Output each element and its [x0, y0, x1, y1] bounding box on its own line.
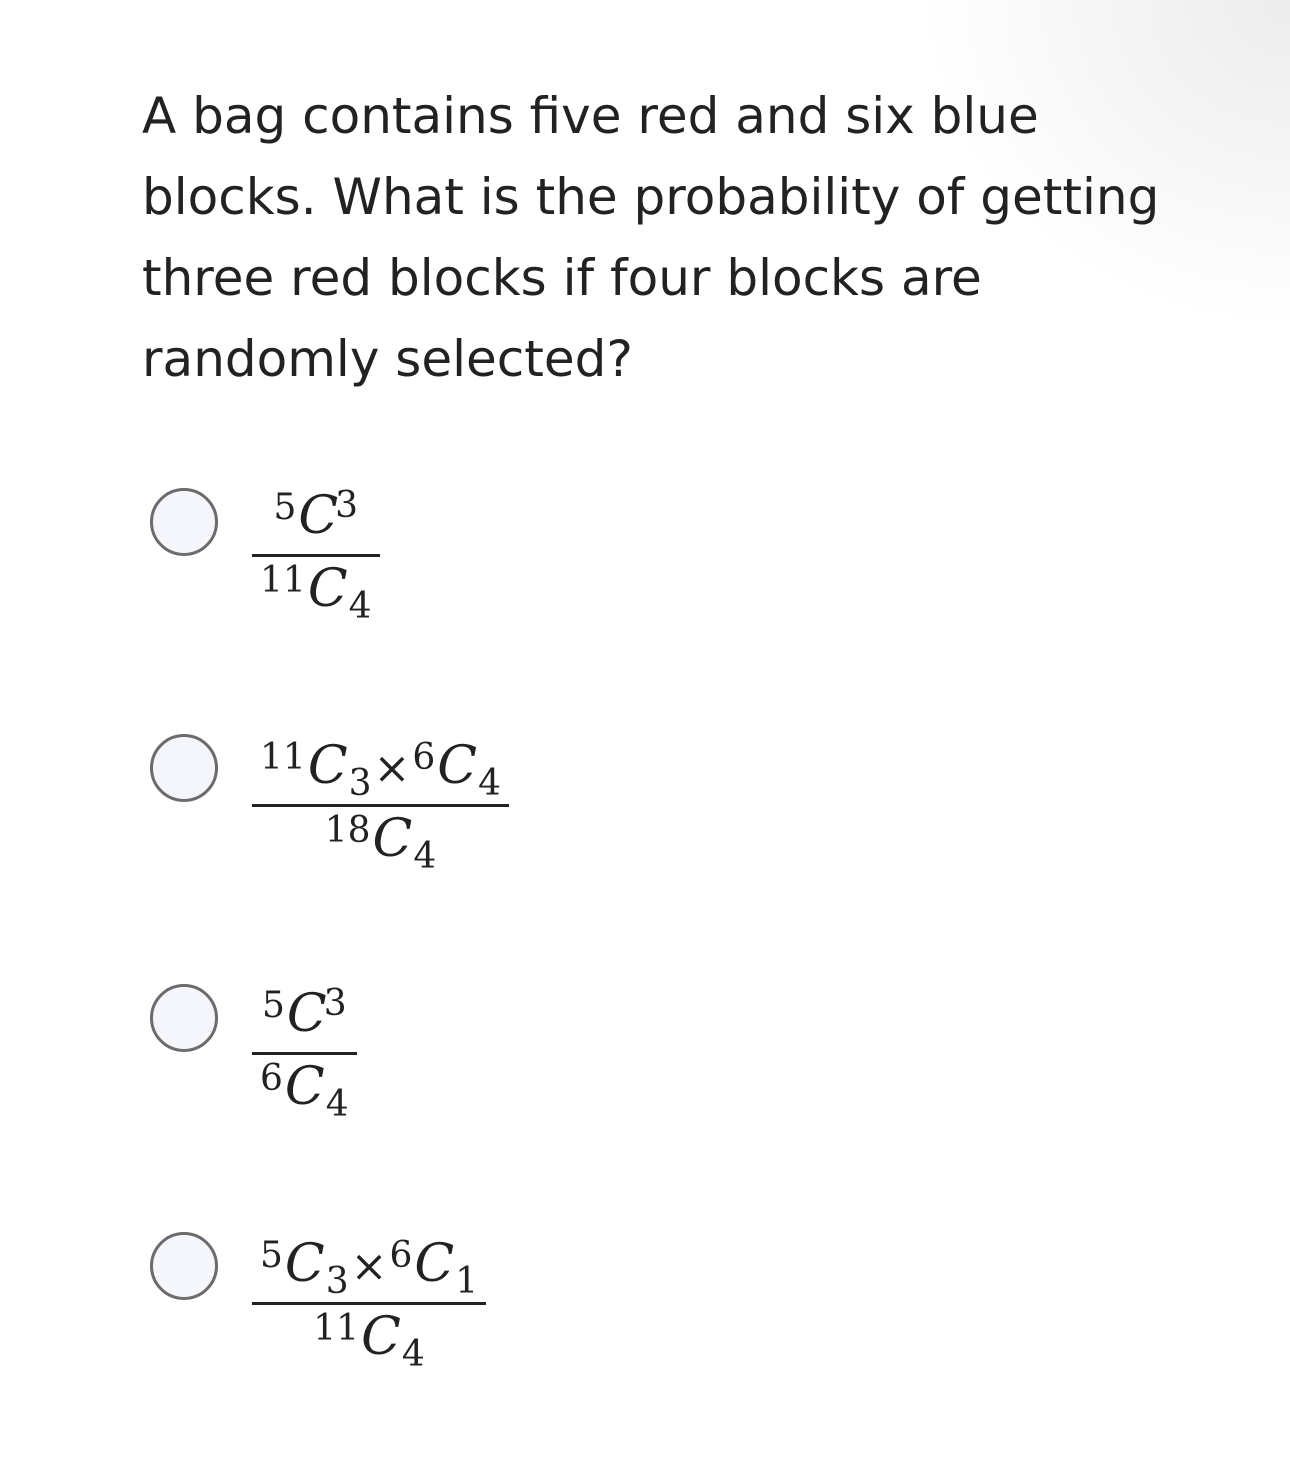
- combination-term: [273, 484, 358, 554]
- term-prefix: 5: [262, 985, 285, 1026]
- combination-term: [260, 734, 372, 804]
- radio-button[interactable]: [150, 734, 218, 802]
- combination-term: [313, 1305, 425, 1375]
- term-superscript: 3: [335, 485, 359, 526]
- term-letter: C: [372, 809, 413, 869]
- term-prefix: 5: [273, 487, 297, 528]
- term-letter: C: [307, 559, 348, 619]
- question-text: A bag contains five red and six blue blocks. What is the probability of getting three red blocks if four blocks are randomly selected?: [142, 87, 1160, 388]
- fraction-numerator: [252, 734, 509, 804]
- term-letter: C: [437, 736, 478, 796]
- term-subscript: 3: [348, 763, 372, 804]
- fraction: [252, 1232, 486, 1375]
- term-subscript: 4: [413, 836, 437, 877]
- term-prefix: 6: [260, 1058, 283, 1099]
- term-letter: C: [298, 486, 339, 546]
- term-prefix: 18: [324, 810, 371, 851]
- combination-term: [260, 1232, 349, 1302]
- fraction-denominator: [305, 1305, 433, 1375]
- fraction-numerator: [252, 1232, 486, 1302]
- term-subscript: 4: [401, 1334, 425, 1375]
- term-subscript: 4: [348, 586, 372, 627]
- term-prefix: 11: [260, 560, 306, 601]
- term-prefix: 5: [260, 1235, 283, 1276]
- combination-term: [389, 1232, 478, 1302]
- term-prefix: 11: [313, 1308, 360, 1349]
- term-subscript: 4: [478, 763, 501, 804]
- radio-button[interactable]: [150, 488, 218, 556]
- combination-term: [412, 734, 501, 804]
- combination-term: [325, 807, 437, 877]
- multiply-operator: ×: [350, 1241, 388, 1292]
- term-prefix: 11: [260, 737, 306, 778]
- fraction: [252, 734, 509, 877]
- term-prefix: 6: [389, 1235, 413, 1276]
- fraction: [252, 982, 357, 1125]
- fraction-denominator: [252, 557, 380, 627]
- combination-term: [260, 557, 372, 627]
- term-subscript: 4: [325, 1084, 349, 1125]
- term-subscript: 1: [455, 1261, 479, 1302]
- radio-button[interactable]: [150, 1232, 218, 1300]
- combination-term: [260, 1055, 349, 1125]
- fraction-denominator: [252, 1055, 357, 1125]
- term-superscript: 3: [323, 983, 347, 1024]
- fraction-numerator: [265, 484, 366, 554]
- fraction-denominator: [317, 807, 445, 877]
- term-prefix: 6: [412, 737, 436, 778]
- term-subscript: 3: [325, 1261, 349, 1302]
- term-letter: C: [286, 984, 327, 1044]
- term-letter: C: [284, 1057, 325, 1117]
- combination-term: [262, 982, 347, 1052]
- term-letter: C: [307, 736, 348, 796]
- multiply-operator: ×: [373, 743, 411, 794]
- fraction-numerator: [254, 982, 355, 1052]
- term-letter: C: [414, 1234, 455, 1294]
- radio-button[interactable]: [150, 984, 218, 1052]
- fraction: [252, 484, 380, 627]
- term-letter: C: [361, 1307, 401, 1367]
- term-letter: C: [284, 1234, 325, 1294]
